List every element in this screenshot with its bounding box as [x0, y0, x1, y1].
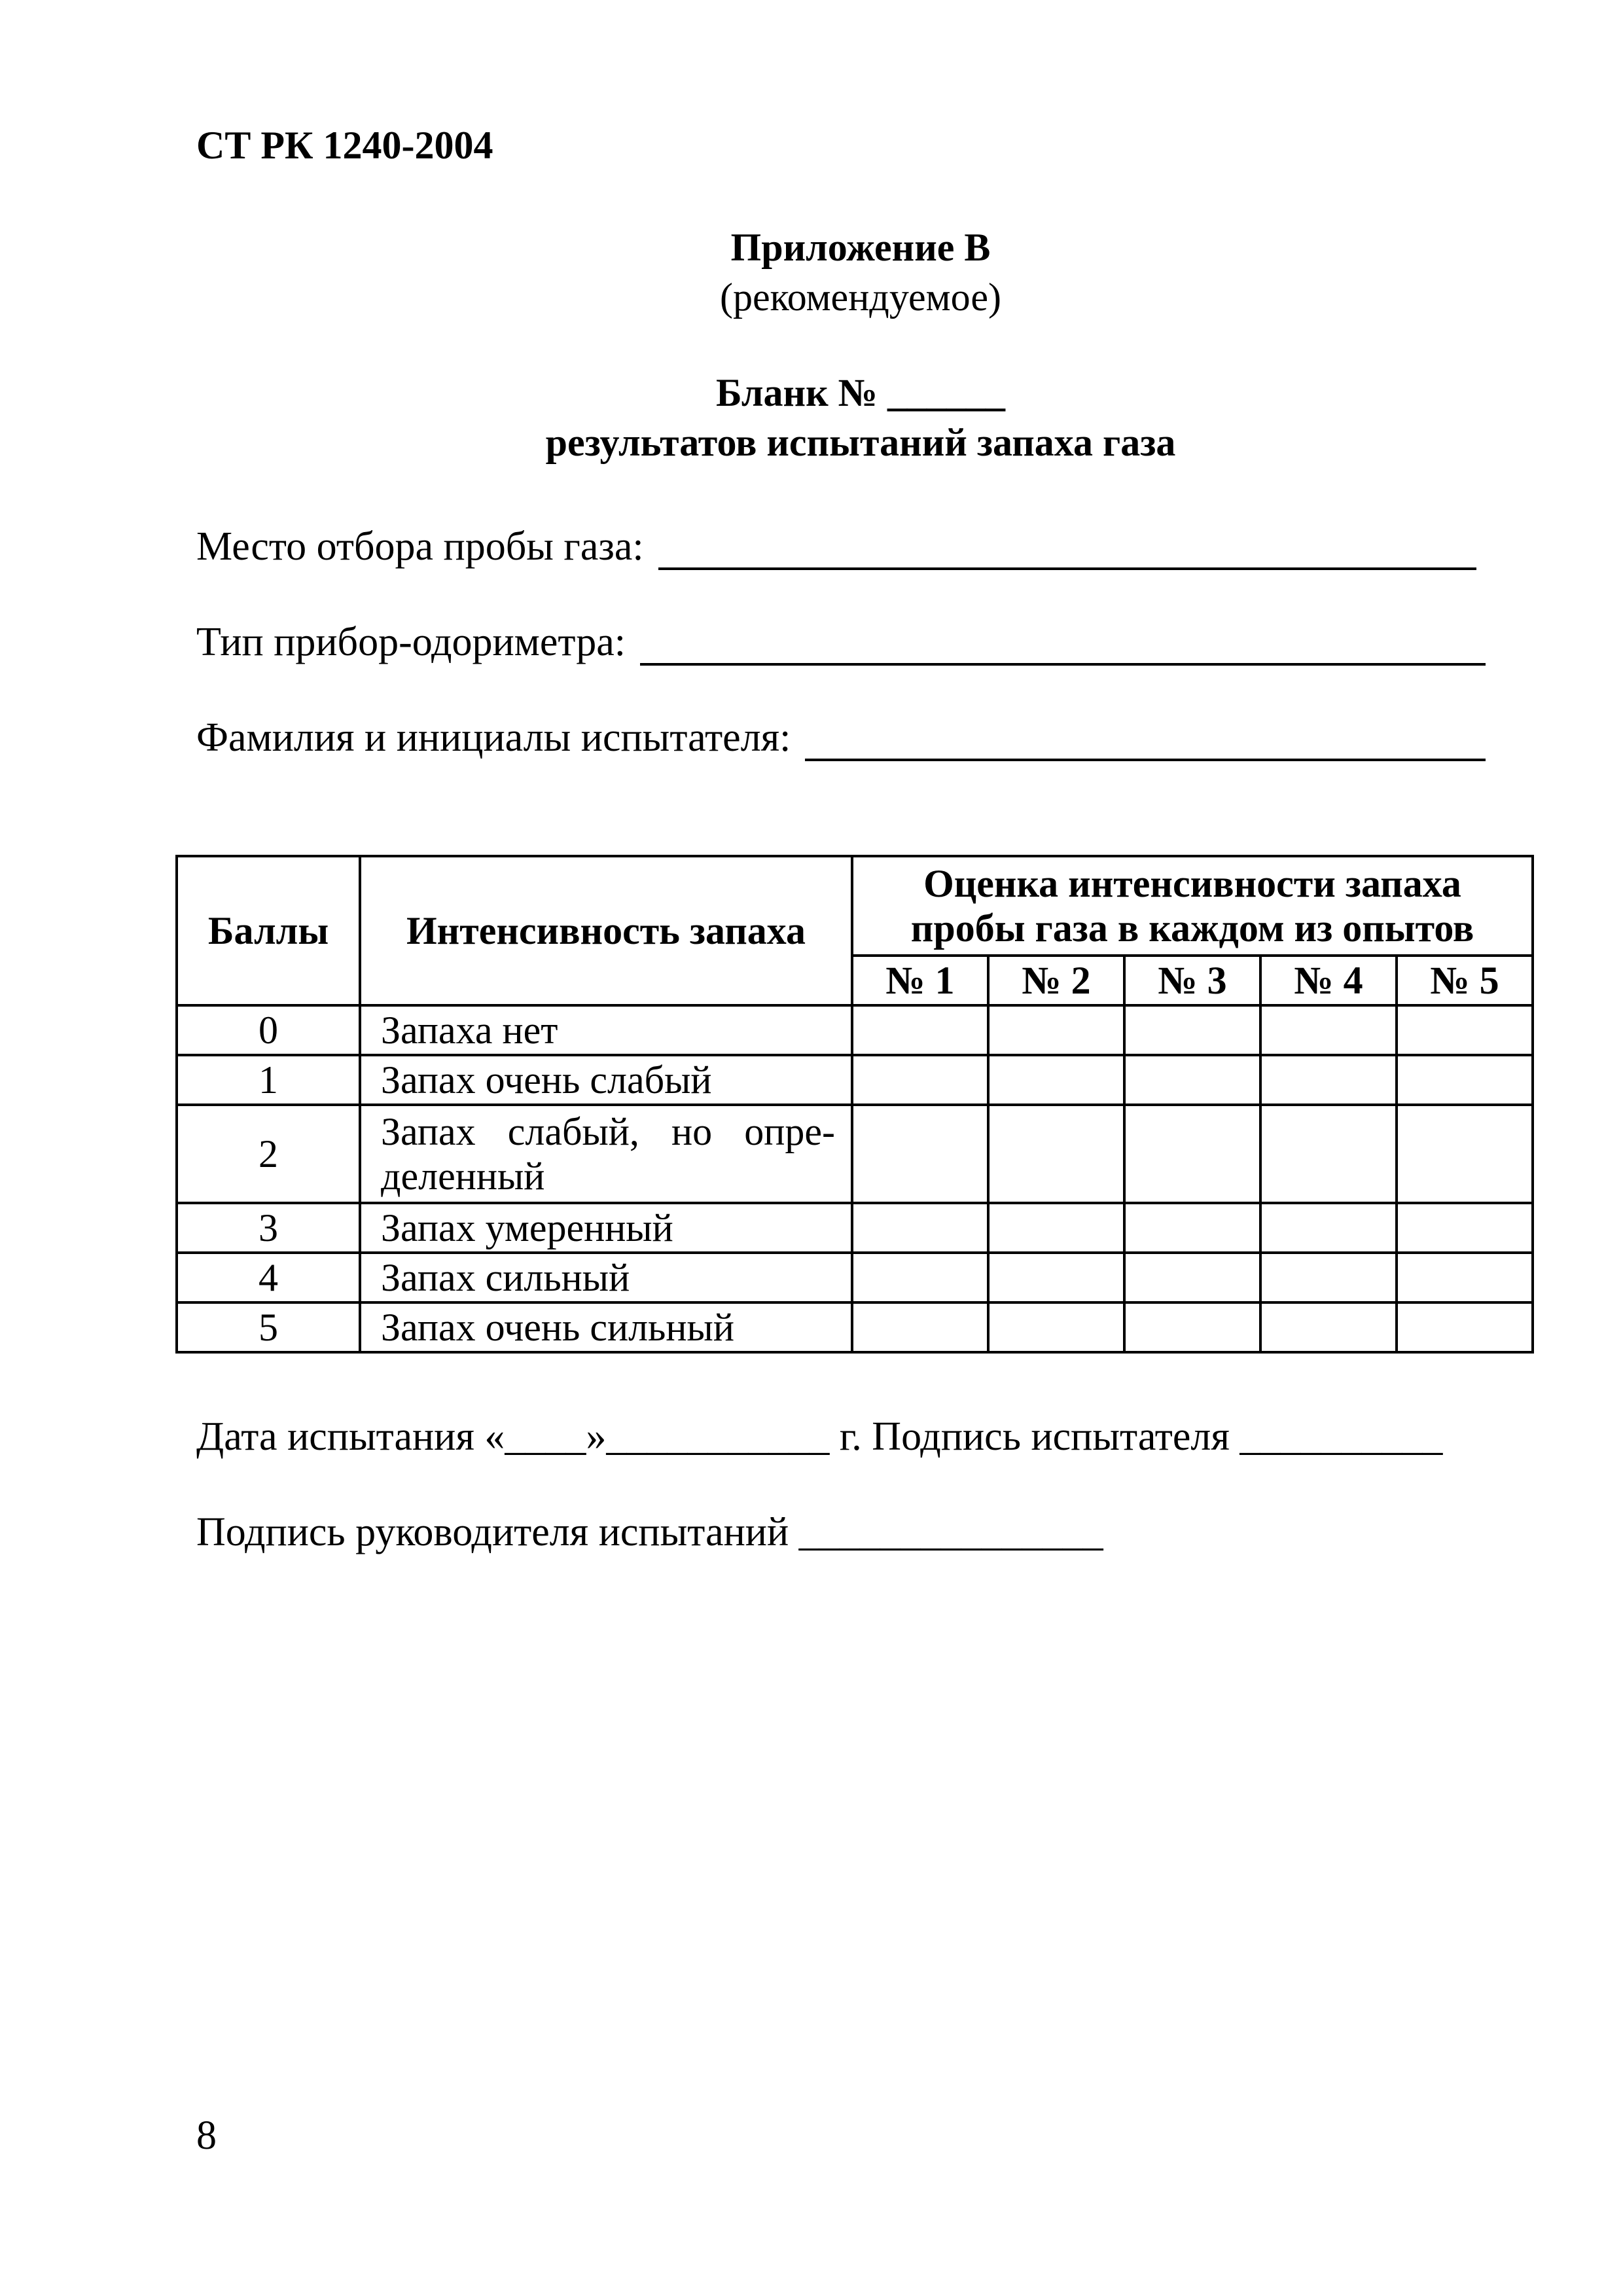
trial-cell[interactable]	[852, 1005, 988, 1055]
col-header-evaluation: Оценка интенсивности запаха пробы газа в каждом из опытов	[852, 856, 1533, 956]
trial-cell[interactable]	[1124, 1105, 1260, 1203]
trial-cell[interactable]	[1260, 1055, 1397, 1105]
trial-cell[interactable]	[1260, 1203, 1397, 1253]
page-number: 8	[196, 2113, 217, 2158]
trial-header-5: № 5	[1397, 956, 1533, 1005]
table-row	[177, 1203, 1533, 1253]
trial-cell[interactable]	[988, 1055, 1124, 1105]
trial-cell[interactable]	[1260, 1302, 1397, 1352]
trial-header-1: № 1	[852, 956, 988, 1005]
sampling-place-line[interactable]	[658, 529, 1476, 570]
tester-name-label: Фамилия и инициалы испытателя:	[196, 715, 791, 760]
trial-cell[interactable]	[988, 1302, 1124, 1352]
score-cell: 5	[177, 1302, 360, 1352]
trial-cell[interactable]	[852, 1203, 988, 1253]
document-code: СТ РК 1240-2004	[196, 124, 493, 167]
trial-cell[interactable]	[852, 1055, 988, 1105]
intensity-cell: Запах умеренный	[360, 1203, 852, 1253]
trial-cell[interactable]	[988, 1005, 1124, 1055]
col-header-intensity: Интенсивность запаха	[360, 856, 852, 1005]
trial-cell[interactable]	[852, 1302, 988, 1352]
table-row	[177, 1105, 1533, 1203]
appendix-subtitle: (рекомендуемое)	[720, 276, 1001, 319]
form-title: Бланк № ______	[716, 371, 1005, 414]
intensity-cell: Запаха нет	[360, 1005, 852, 1055]
trial-cell[interactable]	[988, 1253, 1124, 1302]
col-header-score: Баллы	[177, 856, 360, 1005]
device-type-field	[196, 619, 1486, 666]
trial-cell[interactable]	[1260, 1005, 1397, 1055]
trial-cell[interactable]	[1260, 1253, 1397, 1302]
test-date-signature-line[interactable]: Дата испытания «____»___________ г. Подпись испытателя __________	[196, 1414, 1443, 1459]
trial-cell[interactable]	[988, 1203, 1124, 1253]
trial-cell[interactable]	[1124, 1203, 1260, 1253]
device-type-line[interactable]	[640, 625, 1486, 666]
table-row	[177, 1055, 1533, 1105]
trial-cell[interactable]	[1397, 1055, 1533, 1105]
trial-cell[interactable]	[1124, 1005, 1260, 1055]
sampling-place-label: Место отбора пробы газа:	[196, 524, 644, 569]
score-cell: 1	[177, 1055, 360, 1105]
table-row	[177, 1302, 1533, 1352]
score-cell: 3	[177, 1203, 360, 1253]
trial-cell[interactable]	[988, 1105, 1124, 1203]
tester-name-field	[196, 715, 1486, 761]
appendix-title: Приложение В	[730, 226, 991, 269]
table-row	[177, 1253, 1533, 1302]
trial-cell[interactable]	[1260, 1105, 1397, 1203]
intensity-text: Запах слабый, но опре-деленный	[381, 1110, 835, 1198]
trial-header-2: № 2	[988, 956, 1124, 1005]
trial-cell[interactable]	[1397, 1005, 1533, 1055]
trial-cell[interactable]	[852, 1105, 988, 1203]
score-cell: 2	[177, 1105, 360, 1203]
trial-cell[interactable]	[1124, 1253, 1260, 1302]
odor-results-table	[175, 855, 1534, 1354]
trial-cell[interactable]	[1397, 1203, 1533, 1253]
trial-cell[interactable]	[1397, 1105, 1533, 1203]
sampling-place-field	[196, 524, 1476, 570]
score-cell: 4	[177, 1253, 360, 1302]
intensity-cell: Запах очень сильный	[360, 1302, 852, 1352]
intensity-cell	[360, 1105, 852, 1203]
head-signature-line[interactable]: Подпись руководителя испытаний _______________	[196, 1510, 1103, 1554]
score-cell: 0	[177, 1005, 360, 1055]
trial-cell[interactable]	[1124, 1302, 1260, 1352]
trial-cell[interactable]	[1397, 1302, 1533, 1352]
tester-name-line[interactable]	[805, 721, 1486, 761]
trial-header-4: № 4	[1260, 956, 1397, 1005]
table-row	[177, 1005, 1533, 1055]
device-type-label: Тип прибор-одориметра:	[196, 620, 626, 664]
trial-cell[interactable]	[852, 1253, 988, 1302]
trial-cell[interactable]	[1124, 1055, 1260, 1105]
trial-header-3: № 3	[1124, 956, 1260, 1005]
form-subtitle: результатов испытаний запаха газа	[545, 421, 1176, 464]
intensity-cell: Запах сильный	[360, 1253, 852, 1302]
intensity-cell: Запах очень слабый	[360, 1055, 852, 1105]
trial-cell[interactable]	[1397, 1253, 1533, 1302]
